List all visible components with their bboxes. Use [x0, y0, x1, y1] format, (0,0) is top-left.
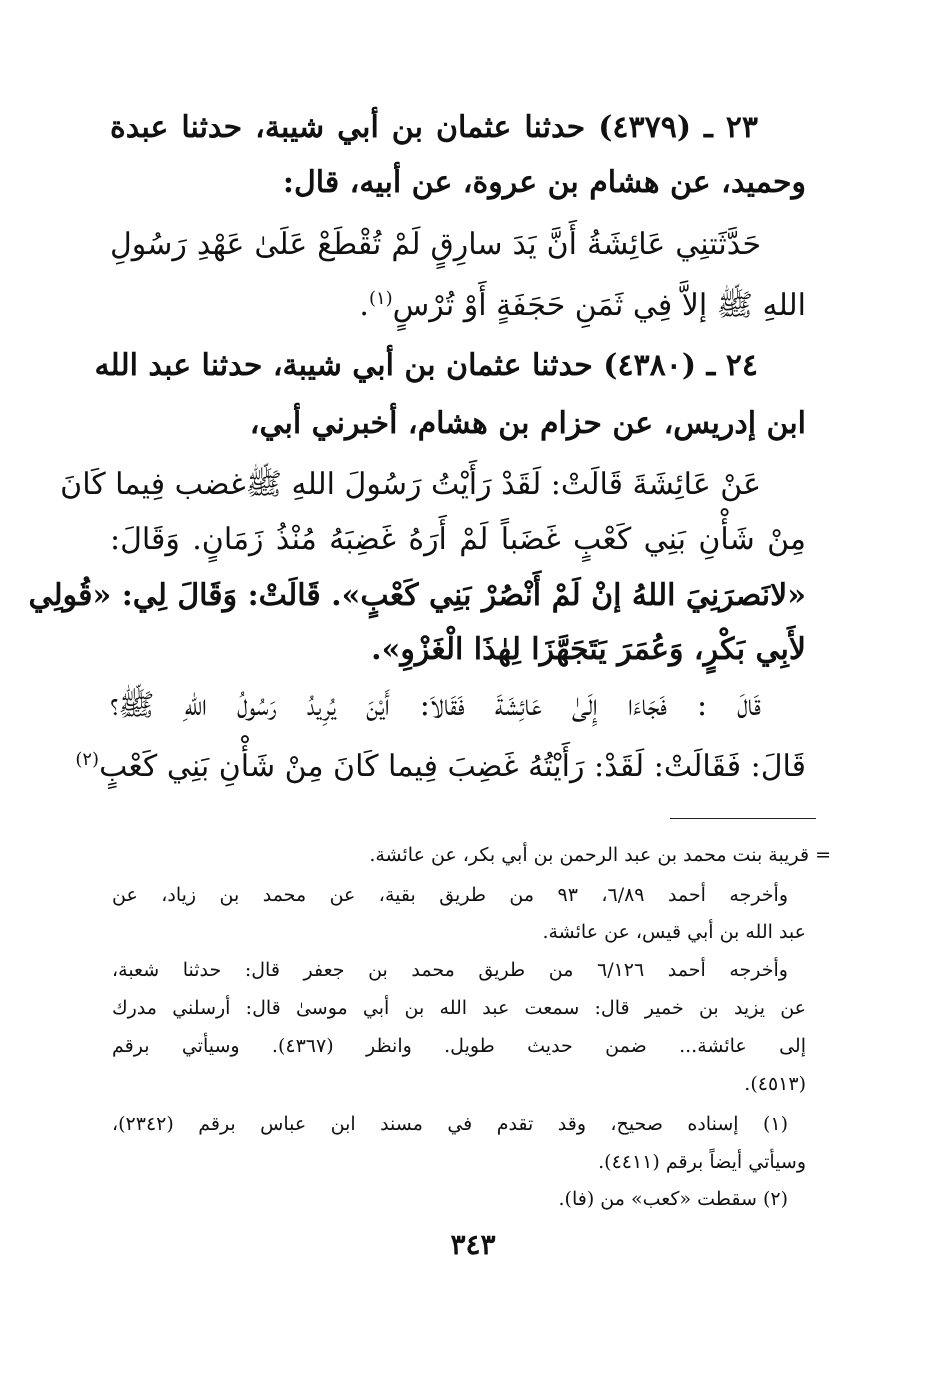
footnote-line-9: وسيأتي أيضاً برقم (٤٤١١). — [598, 1151, 806, 1173]
footnote-ref-2: (٢) — [75, 749, 100, 770]
hadith-24-matn-line-6: قَالَ: فَقَالَتْ: لَقَدْ: رَأَيْتُهُ غَضِبَ فِيما كَانَ مِنْ شَأْنِ بَنِي كَعْبٍ$^{(٢)}$ — [75, 749, 806, 784]
hadith-23-isnad-line-2: وحميد، عن هشام بن عروة، عن أبيه، قال: — [282, 165, 806, 200]
footnote-line-3: عبد الله بن أبي قيس، عن عائشة. — [542, 921, 806, 943]
hadith-24-matn-line-3: «لانَصرَنِيَ اللهُ إنْ لَمْ أَنْصُرْ بَنِي كَعْبٍ». قَالَتْ: وَقَالَ لِي: «قُولِي — [28, 578, 806, 613]
hadith-24-matn-line-5: قَالَ : فَجَاءَا إِلَىٰ عَائِشَةَ فَقَالاَ: أَيْنَ يُرِيدُ رَسُولُ اللهِ ﷺ؟ — [110, 688, 761, 723]
hadith-24-isnad-line-1: ٢٤ ـ (٤٣٨٠) حدثنا عثمان بن أبي شيبة، حدثنا عبد الله — [94, 348, 758, 383]
footnote-separator — [670, 818, 816, 819]
footnote-ref-1: (١) — [368, 288, 393, 309]
footnote-line-1: = قريبة بنت محمد بن عبد الرحمن بن أبي بكر، عن عائشة. — [369, 844, 831, 866]
footnote-line-7: (٤٥١٣). — [744, 1073, 806, 1095]
page-number: ٣٤٣ — [450, 1228, 496, 1261]
footnote-line-8: (١) إسناده صحيح، وقد تقدم في مسند ابن عباس برقم (٢٣٤٢)، — [112, 1113, 788, 1135]
hadith-24-matn-line-2: مِنْ شَأْنِ بَنِي كَعْبٍ غَضَباً لَمْ أَرَهُ غَضِبَهُ مُنْذُ زَمَانٍ. وَقَالَ: — [110, 522, 806, 557]
footnote-line-6: إلى عائشة... ضمن حديث طويل. وانظر (٤٣٦٧). وسيأتي برقم — [112, 1035, 806, 1057]
footnote-line-4: وأخرجه أحمد ٦/١٢٦ من طريق محمد بن جعفر قال: حدثنا شعبة، — [112, 959, 788, 981]
footnote-line-2: وأخرجه أحمد ٦/٨٩، ٩٣ من طريق بقية، عن محمد بن زياد، عن — [112, 884, 788, 906]
hadith-23-isnad-line-1: ٢٣ ـ (٤٣٧٩) حدثنا عثمان بن أبي شيبة، حدثنا عبدة — [110, 110, 759, 145]
hadith-23-matn-line-1: حَدَّثَتنِي عَائِشَةُ أَنَّ يَدَ سارِقٍ لَمْ تُقْطَعْ عَلَىٰ عَهْدِ رَسُولِ — [110, 227, 761, 262]
hadith-23-matn-line-2: اللهِ ﷺ إلاَّ فِي ثَمَنِ حَجَفَةٍ أَوْ تُرْسٍ$^{(١)}$. — [359, 288, 806, 323]
hadith-24-matn-line-1: عَنْ عَائِشَةَ قَالَتْ: لَقَدْ رَأَيْتُ رَسُولَ اللهِ ﷺغضب فِيما كَانَ — [60, 467, 761, 502]
hadith-24-isnad-line-2: ابن إدريس، عن حزام بن هشام، أخبرني أبي، — [249, 406, 806, 441]
footnote-line-5: عن يزيد بن خمير قال: سمعت عبد الله بن أبي موسىٰ قال: أرسلني مدرك — [112, 997, 806, 1019]
footnote-line-10: (٢) سقطت «كعب» من (فا). — [558, 1188, 788, 1210]
hadith-24-matn-line-4: لأَبِي بَكْرٍ، وَعُمَرَ يَتَجَهَّزَا لِهٰذَا الْغَزْوِ». — [371, 632, 806, 667]
